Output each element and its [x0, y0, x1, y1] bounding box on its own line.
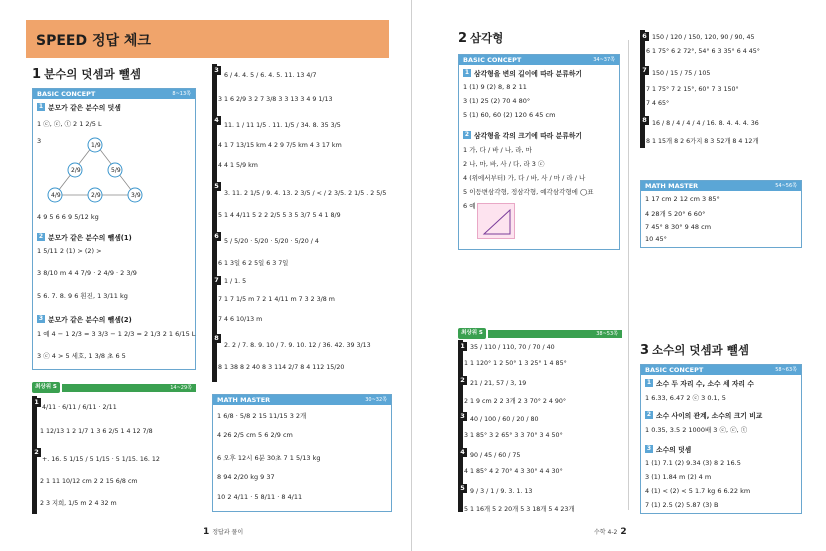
answer-row: 1 5/11 2 (1) > (2) > [37, 247, 102, 255]
page-range: 34~37쪽 [593, 57, 615, 63]
triangle-value: 2/9 [71, 167, 81, 174]
page-number: 2 [620, 527, 627, 537]
section-title-2 [458, 30, 503, 46]
math-master-header: MATH MASTER 30~32쪽 [213, 395, 391, 405]
math-master-box [640, 180, 802, 248]
basic-concept-box [32, 88, 196, 370]
basic-concept-header: BASIC CONCEPT 8~13쪽 [33, 89, 195, 99]
grid-drawing [477, 203, 515, 239]
answer-line: 4 1 85° 4 2 70° 4 3 30° 4 4 30° [464, 468, 563, 475]
section-title-1 [32, 66, 141, 82]
section-number: 1 [32, 67, 42, 82]
banner-title: SPEED 정답 체크 [36, 33, 151, 49]
speed-strip: 14~29쪽 [62, 384, 196, 392]
answer-row: 1 ⓒ, ⓒ, ⓣ 2 1 2/5 L [37, 120, 102, 128]
answer-row: 3 (1) 1.84 m (2) 4 m [645, 473, 712, 481]
sequence: 16 / 8 / 4 / 4 / 4 / 16. 8. 4. 4. 4. 36 [652, 120, 759, 127]
block-badge: 8 [640, 116, 649, 125]
sequence: 3. 11. 2 1/5 / 9. 4. 13. 2 3/5 / < / 2 3/5. 2 1/5 . 2 5/5 [224, 190, 387, 197]
answer-row: 3 8/10 m 4 4 7/9 · 2 4/9 · 2 3/9 [37, 269, 137, 277]
block-badge: 3 [458, 412, 467, 421]
triangle-value: 4/9 [51, 192, 61, 199]
speed-banner [26, 20, 389, 58]
triangle-figure [45, 135, 145, 205]
answer-row: 1 (1) 7.1 (2) 9.34 (3) 8 2 16.5 [645, 459, 741, 467]
block-badge: 4 [458, 448, 467, 457]
answer-row: 4 9 5 6 6 9 5/12 kg [37, 213, 99, 221]
answer-line: 2 1 11 10/12 cm 2 2 15 6/8 cm [40, 478, 138, 485]
speed-badge: 최상위 S [32, 382, 60, 393]
block-badge: 1 [32, 398, 41, 407]
answer-line: 5 1 16개 5 2 20개 5 3 18개 5 4 23개 [464, 506, 575, 513]
answer-row: 1 17 cm 2 12 cm 3 85° [645, 195, 720, 203]
column-bar [640, 30, 645, 148]
sub-heading: 3 분모가 같은 분수의 뺄셈(2) [38, 315, 132, 324]
sequence: +. 16. 5 1/15 / 5 1/15 · 5 1/15. 16. 12 [42, 456, 160, 463]
sub-heading: 1 소수 두 자리 수, 소수 세 자리 수 [646, 379, 754, 388]
sequence: 150 / 15 / 75 / 105 [652, 70, 711, 77]
sequence: 90 / 45 / 60 / 75 [470, 452, 521, 459]
answer-row: 3 ⓒ 4 > 5 세호, 1 3/8 초 6 5 [37, 352, 126, 360]
left-page [0, 0, 412, 551]
basic-concept-header: BASIC CONCEPT 34~37쪽 [459, 55, 619, 65]
answer-line: 4 4 1 5/9 km [218, 162, 258, 169]
answer-row: 5 (1) 60, 60 (2) 120 6 45 cm [463, 111, 556, 119]
answer-row: 4 (1) < (2) < 5 1.7 kg 6 6.22 km [645, 487, 751, 495]
sequence: 6 / 4. 4. 5 / 6. 4. 5. 11. 13 4/7 [224, 72, 317, 79]
sequence: 11. 1 / 11 1/5 . 11. 1/5 / 34. 8. 35 3/5 [224, 122, 341, 129]
sequence: 35 / 110 / 110, 70 / 70 / 40 [470, 344, 555, 351]
answer-line: 7 4 65° [646, 100, 670, 107]
answer-row: 1 (1) 9 (2) 8, 8 2 11 [463, 83, 527, 91]
page-footer [200, 527, 243, 537]
answer-row: 10 45° [645, 235, 667, 243]
sequence: 2. 2 / 7. 8. 9. 10 / 7. 9. 10. 12 / 36. 42. 39 3/13 [224, 342, 371, 349]
block-badge: 8 [212, 334, 221, 343]
answer-line: 7 1 75° 7 2 15°, 60° 7 3 150° [646, 86, 739, 93]
answer-row: 6 오후 12시 6분 30초 7 1 5/13 kg [217, 454, 321, 462]
answer-row: 7 (1) 2.5 (2) 5.87 (3) B [645, 501, 719, 509]
sequence: 1 / 1. 5 [224, 278, 247, 285]
column-divider [628, 40, 629, 510]
answer-line: 5 1 4 4/11 5 2 2 2/5 5 3 5 3/7 5 4 1 8/9 [218, 212, 341, 219]
answer-line: 3 1 85° 3 2 65° 3 3 70° 3 4 50° [464, 432, 563, 439]
footer-text: 수학 4-2 [594, 529, 618, 536]
sequence: 150 / 120 / 150, 120, 90 / 90, 45 [652, 34, 755, 41]
answer-row: 3 (1) 25 (2) 70 4 80° [463, 97, 531, 105]
page-range: 54~56쪽 [775, 183, 797, 189]
block-badge: 5 [458, 484, 467, 493]
answer-line: 6 1 75° 6 2 72°, 54° 6 3 35° 6 4 45° [646, 48, 760, 55]
block-badge: 4 [212, 116, 221, 125]
block-badge: 2 [32, 448, 41, 457]
sub-heading: 1 삼각형을 변의 길이에 따라 분류하기 [464, 69, 582, 78]
sub-heading: 3 소수의 덧셈 [646, 445, 692, 454]
answer-row: 4 28개 5 20° 6 60° [645, 210, 706, 218]
answer-row: 8 94 2/20 kg 9 37 [217, 473, 275, 481]
block-badge: 7 [640, 66, 649, 75]
answer-row: 1 0.35, 3.5 2 1000배 3 ⓒ, ⓒ, ⓣ [645, 426, 748, 434]
answer-row: 10 2 4/11 · 5 8/11 · 8 4/11 [217, 493, 303, 501]
block-badge: 6 [640, 32, 649, 41]
block-badge: 2 [458, 376, 467, 385]
answer-line: 2 3 지희, 1/5 m 2 4 32 m [40, 500, 117, 507]
answer-row: 5 6. 7. 8. 9 6 흰진, 1 3/11 kg [37, 292, 128, 300]
answer-line: 1 12/13 1 2 1/7 1 3 6 2/5 1 4 12 7/8 [40, 428, 153, 435]
sequence: 9 / 3 / 1 / 9. 3. 1. 13 [470, 488, 533, 495]
section-title-text: 분수의 덧셈과 뺄셈 [44, 67, 141, 81]
answer-row: 7 45° 8 30° 9 48 cm [645, 223, 712, 231]
answer-line: 8 1 38 8 2 40 8 3 114 2/7 8 4 112 15/20 [218, 364, 345, 371]
answer-row: 3 [37, 137, 42, 145]
answer-row: 1 가, 다 / 바 / 나, 라, 마 [463, 146, 532, 154]
page-footer [594, 527, 630, 537]
answer-row: 4 (위에서부터) 가, 다 / 바, 사 / 마 / 라 / 나 [463, 174, 586, 182]
section-title-3 [640, 342, 749, 358]
answer-line: 6 1 3일 6 2 5일 6 3 7일 [218, 260, 289, 267]
answer-row: 1 예 4 − 1 2/3 = 3 3/3 − 1 2/3 = 2 1/3 2 1 6/15 L [37, 330, 196, 338]
section-number: 3 [640, 343, 650, 358]
answer-row: 6 예 [463, 202, 476, 210]
answer-row: 1 6.33, 6.47 2 ⓒ 3 0.1, 5 [645, 394, 726, 402]
triangle-value: 3/9 [131, 192, 141, 199]
block-badge: 6 [212, 232, 221, 241]
answer-row: 2 나, 마, 바, 사 / 다, 라 3 ⓒ [463, 160, 545, 168]
speed-strip: 38~53쪽 [488, 330, 622, 338]
answer-line: 1 1 120° 1 2 50° 1 3 25° 1 4 85° [464, 360, 567, 367]
answer-line: 2 1 9 cm 2 2 3개 2 3 70° 2 4 90° [464, 398, 567, 405]
sequence: 40 / 100 / 60 / 20 / 80 [470, 416, 539, 423]
triangle-value: 2/9 [91, 192, 101, 199]
basic-concept-box [640, 364, 802, 514]
answer-line: 7 1 7 1/5 m 7 2 1 4/11 m 7 3 2 3/8 m [218, 296, 335, 303]
block-badge: 5 [212, 182, 221, 191]
sub-heading: 2 소수 사이의 관계, 소수의 크기 비교 [646, 411, 763, 420]
section-title-text: 소수의 덧셈과 뺄셈 [652, 343, 749, 357]
sub-heading: 1 분모가 같은 분수의 덧셈 [38, 103, 121, 112]
basic-concept-header: BASIC CONCEPT 58~63쪽 [641, 365, 801, 375]
page-number: 1 [203, 527, 210, 537]
answer-row: 5 이등변삼각형, 정삼각형, 예각삼각형에 ◯표 [463, 188, 594, 196]
block-badge: 1 [458, 342, 467, 351]
math-master-header: MATH MASTER 54~56쪽 [641, 181, 801, 191]
right-page [414, 0, 826, 551]
page-range: 8~13쪽 [172, 91, 191, 97]
answer-line: 8 1 15개 8 2 6가지 8 3 52개 8 4 12개 [646, 138, 759, 145]
section-number: 2 [458, 31, 468, 46]
block-badge: 7 [212, 276, 221, 285]
answer-line: 4 1 7 13/15 km 4 2 9 7/5 km 4 3 17 km [218, 142, 342, 149]
triangle-value: 5/9 [111, 167, 121, 174]
sequence: 5 / 5/20 · 5/20 · 5/20 · 5/20 / 4 [224, 238, 319, 245]
block-badge: 3 [212, 66, 221, 75]
answer-line: 7 4 6 10/13 m [218, 316, 263, 323]
sequence: 4/11 · 6/11 / 6/11 · 2/11 [42, 404, 117, 411]
answer-row: 1 6/8 · 5/8 2 15 11/15 3 2개 [217, 412, 307, 420]
page-range: 58~63쪽 [775, 367, 797, 373]
page-range: 30~32쪽 [365, 397, 387, 403]
basic-concept-box [458, 54, 620, 250]
sub-heading: 2 분모가 같은 분수의 뺄셈(1) [38, 233, 132, 242]
footer-text: 정답과 풀이 [212, 529, 244, 536]
triangle-value: 1/9 [91, 142, 101, 149]
math-master-box [212, 394, 392, 512]
speed-badge: 최상위 S [458, 328, 486, 339]
answer-line: 3 1 6 2/9 3 2 7 3/8 3 3 13 3 4 9 1/13 [218, 96, 333, 103]
sequence: 21 / 21, 57 / 3, 19 [470, 380, 527, 387]
section-title-text: 삼각형 [470, 31, 504, 45]
sub-heading: 2 삼각형을 각의 크기에 따라 분류하기 [464, 131, 582, 140]
answer-row: 4 26 2/5 cm 5 6 2/9 cm [217, 431, 293, 439]
